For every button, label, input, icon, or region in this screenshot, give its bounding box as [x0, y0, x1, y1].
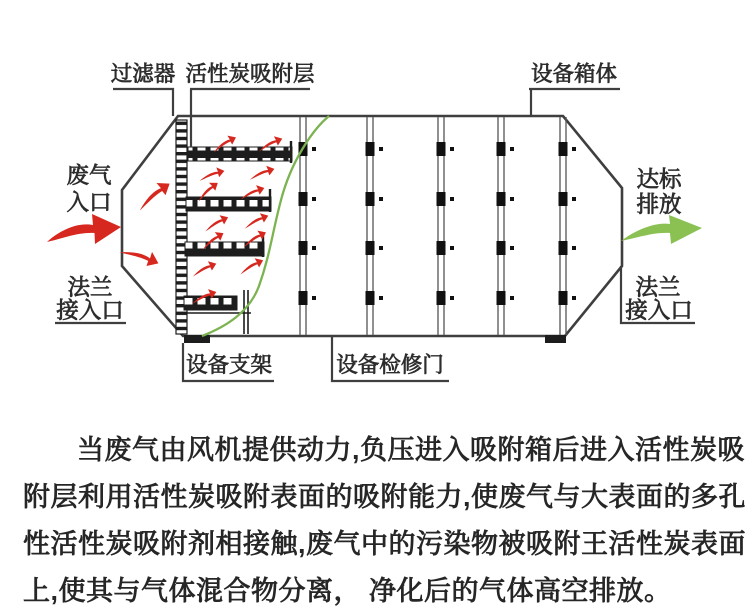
panel-dividers: [300, 117, 566, 335]
description-line: 当废气由风机提供动力,负压进入吸附箱后进入活性炭吸: [77, 435, 746, 465]
description-line: 性活性炭吸附剂相接触,废气中的污染物被吸附王活性炭表面: [23, 529, 747, 559]
gas-flow-arrow-icon: [190, 259, 218, 276]
label-equipment-support: 设备支架: [185, 353, 273, 377]
label-flange-right-1: 法兰: [635, 275, 681, 300]
support-foot-left: [184, 335, 210, 343]
waste-gas-inlet-arrow-icon: [47, 214, 121, 244]
label-flange-left-2: 接入口: [56, 298, 124, 323]
gas-flow-arrow-icon: [198, 166, 225, 181]
gas-flow-arrow-icon: [202, 213, 230, 231]
label-flange-right-2: 接入口: [625, 298, 693, 323]
discharge-arrow-icon: [621, 215, 702, 244]
label-waste-gas-inlet-2: 入口: [66, 190, 112, 215]
label-discharge-1: 达标: [636, 167, 682, 192]
label-filter: 过滤器: [110, 62, 176, 86]
carbon-trays: [184, 141, 292, 334]
gas-flow-arrow-icon: [248, 164, 276, 179]
gas-flow-arrow-icon: [237, 256, 265, 274]
description-paragraph: [23, 427, 747, 613]
description-line: 附层利用活性炭吸附表面的吸附能力,使废气与大表面的多孔: [23, 482, 747, 512]
label-discharge-2: 排放: [636, 192, 682, 217]
label-access-door: 设备检修门: [336, 353, 444, 377]
description-line: 上,使其与气体混合物分离， 净化后的气体高空排放。: [23, 576, 672, 606]
support-foot-right: [545, 335, 566, 343]
label-flange-left-1: 法兰: [67, 275, 113, 300]
gas-flow-arrow-icon: [120, 238, 162, 272]
gas-flow-arrow-icon: [242, 211, 270, 228]
gas-flow-arrow-icon: [132, 178, 174, 211]
label-carbon-layer: 活性炭吸附层: [185, 62, 315, 86]
label-equipment-box: 设备箱体: [530, 62, 618, 86]
panel-clips: [299, 142, 577, 305]
label-waste-gas-inlet-1: 废气: [66, 163, 112, 188]
